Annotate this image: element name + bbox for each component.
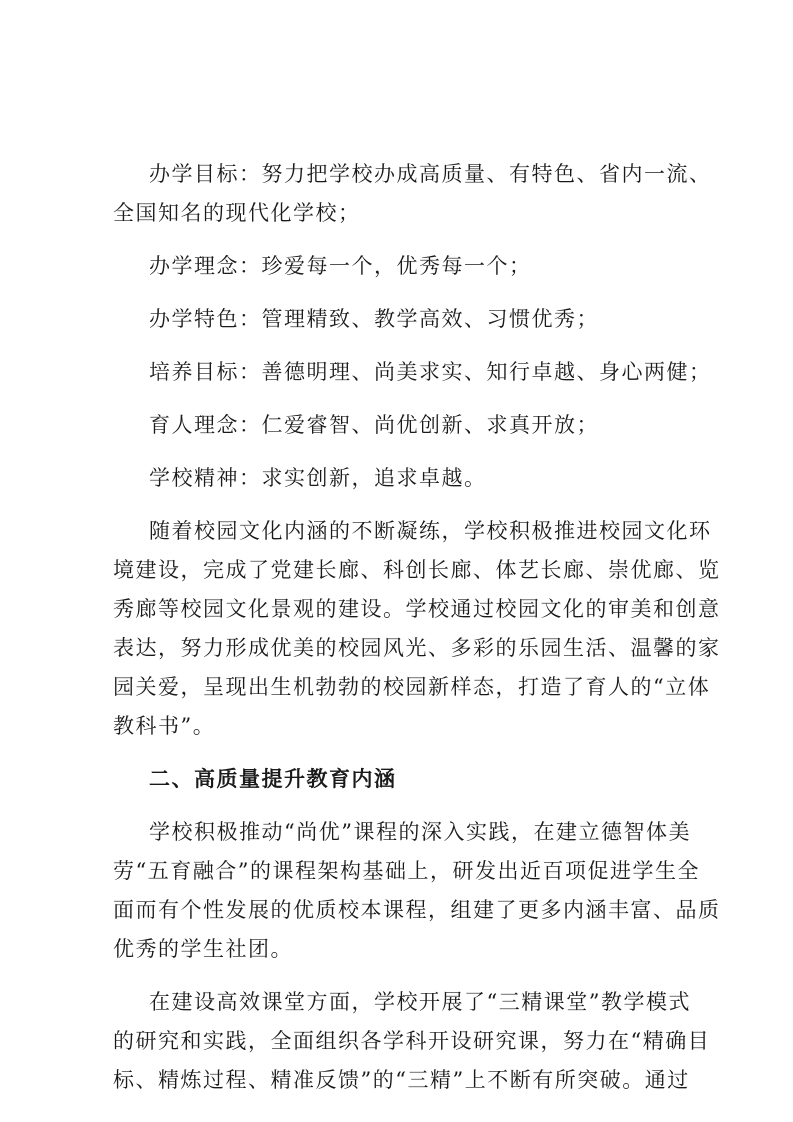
paragraph-education-philosophy <box>113 406 688 445</box>
section-heading <box>113 760 688 799</box>
paragraph-campus-culture <box>113 512 721 746</box>
text-line: 的研究和实践，全面组织各学科开设研究课，努力在“精确目 <box>113 1029 711 1053</box>
text-line: 面而有个性发展的优质校本课程，组建了更多内涵丰富、品质 <box>113 898 721 922</box>
text-line: 教科书”。 <box>113 714 216 738</box>
text-line: 随着校园文化内涵的不断凝练，学校积极推进校园文化环 <box>149 519 712 543</box>
text-line: 在建设高效课堂方面，学校开展了“三精课堂”教学模式 <box>149 990 691 1014</box>
text-line: 优秀的学生社团。 <box>113 937 293 961</box>
text-line: 劳“五育融合”的课程架构基础上，研发出近百项促进学生全 <box>113 859 700 883</box>
paragraph-efficient-classroom <box>113 983 711 1100</box>
text-line: 学校精神：求实创新，追求卓越。 <box>149 466 487 490</box>
text-line: 办学特色：管理精致、教学高效、习惯优秀； <box>149 307 599 331</box>
document-page <box>113 155 721 1114</box>
text-line: 全国知名的现代化学校； <box>113 201 361 225</box>
text-line: 境建设，完成了党建长廊、科创长廊、体艺长廊、崇优廊、览 <box>113 558 721 582</box>
text-line: 培养目标：善德明理、尚美求实、知行卓越、身心两健； <box>149 360 712 384</box>
text-line: 秀廊等校园文化景观的建设。学校通过校园文化的审美和创意 <box>113 597 721 621</box>
text-line: 标、精炼过程、精准反馈”的“三精”上不断有所突破。通过 <box>113 1068 690 1092</box>
text-line: 育人理念：仁爱睿智、尚优创新、求真开放； <box>149 413 599 437</box>
paragraph-school-feature <box>113 300 688 339</box>
text-line: 办学理念：珍爱每一个，优秀每一个； <box>149 254 532 278</box>
text-line: 学校积极推动“尚优”课程的深入实践，在建立德智体美 <box>149 820 691 844</box>
paragraph-school-spirit <box>113 459 688 498</box>
paragraph-curriculum <box>113 813 721 969</box>
text-line: 表达，努力形成优美的校园风光、多彩的乐园生活、温馨的家 <box>113 636 721 660</box>
text-line: 办学目标：努力把学校办成高质量、有特色、省内一流、 <box>149 162 712 186</box>
paragraph-training-goal <box>113 353 712 392</box>
paragraph-school-goal <box>113 155 712 233</box>
paragraph-school-philosophy <box>113 247 688 286</box>
section-heading-text: 二、高质量提升教育内涵 <box>149 767 397 791</box>
text-line: 园关爱，呈现出生机勃勃的校园新样态，打造了育人的“立体 <box>113 675 711 699</box>
